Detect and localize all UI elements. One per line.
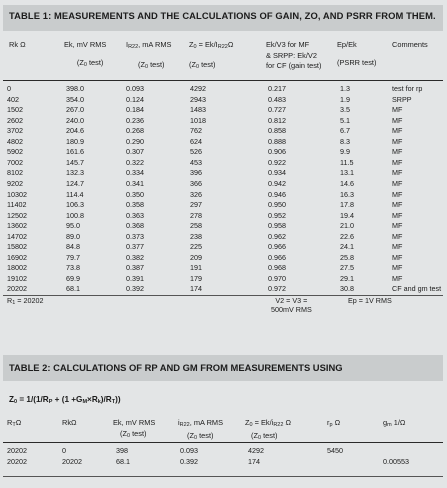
t1-cell-ekv3: 0.946 (268, 189, 286, 199)
t1-cell-ek: 267.0 (66, 105, 84, 115)
t1-cell-epek: 1.3 (340, 84, 350, 93)
t1-cell-ir: 0.392 (126, 284, 144, 294)
t1-cell-ek: 124.7 (66, 178, 84, 188)
t1-cell-rk: 14702 (7, 231, 27, 241)
t1-cell-rk: 7002 (7, 157, 23, 167)
t2-header-rk: RkΩ (62, 418, 77, 427)
t1-cell-epek: 13.1 (340, 168, 354, 178)
t1-cell-ir: 0.334 (126, 168, 144, 178)
t1-cell-comment: MF (392, 126, 403, 136)
t2-cell-z0: 4292 (248, 446, 264, 455)
t1-cell-rk: 402 (7, 94, 19, 104)
t1-cell-comment: MF (392, 147, 403, 157)
t1-cell-rk: 18002 (7, 263, 27, 273)
t1-cell-ir: 0.368 (126, 221, 144, 231)
t1-cell-epek: 6.7 (340, 126, 350, 136)
t1-cell-ir: 0.236 (126, 115, 144, 125)
t1-cell-ekv3: 0.972 (268, 284, 286, 294)
t2-cell-ek: 398 (116, 446, 128, 455)
t1-cell-ek: 106.3 (66, 200, 84, 210)
t1-cell-comment: test for rp (392, 84, 423, 93)
t1-cell-epek: 30.8 (340, 284, 354, 294)
t1-cell-ek: 180.9 (66, 136, 84, 146)
t1-cell-rk: 11402 (7, 200, 27, 210)
t1-cell-epek: 24.1 (340, 242, 354, 252)
t1-cell-epek: 3.5 (340, 105, 350, 115)
t1-cell-ekv3: 0.966 (268, 242, 286, 252)
t1-cell-comment: SRPP (392, 94, 412, 104)
t1-cell-z0: 278 (190, 210, 202, 220)
t1-cell-epek: 21.0 (340, 221, 354, 231)
t1-header-rule (3, 80, 443, 81)
t1-footer-ep: Ep = 1V RMS (348, 296, 392, 305)
t1-cell-ekv3: 0.934 (268, 168, 286, 178)
t1-cell-ek: 69.9 (66, 273, 80, 283)
t1-cell-comment: MF (392, 105, 403, 115)
t1-cell-ir: 0.350 (126, 189, 144, 199)
t1-header-ekv3: Ek/V3 for MF & SRPP: Ek/V2 for CF (gain test) (266, 40, 322, 70)
t2-cell-ir: 0.392 (180, 456, 198, 466)
t1-cell-epek: 27.5 (340, 263, 354, 273)
t1-cell-comment: MF (392, 242, 403, 252)
t1-cell-ek: 79.7 (66, 252, 80, 262)
t1-cell-comment: MF (392, 252, 403, 262)
t1-cell-ek: 73.8 (66, 263, 80, 273)
t1-cell-ekv3: 0.942 (268, 178, 286, 188)
t1-cell-ir: 0.358 (126, 200, 144, 210)
t1-cell-ekv3: 0.958 (268, 221, 286, 231)
t1-cell-z0: 1483 (190, 105, 206, 115)
t1-cell-ekv3: 0.962 (268, 231, 286, 241)
t1-cell-ir: 0.124 (126, 94, 144, 104)
t2-cell-rp: 5450 (327, 446, 343, 455)
t2-cell-ir: 0.093 (180, 446, 198, 455)
t1-cell-z0: 2943 (190, 94, 206, 104)
t1-cell-ir: 0.382 (126, 252, 144, 262)
t1-cell-epek: 1.9 (340, 94, 350, 104)
t2-equation: $Z_0 = 1/(1/R_P + (1 +G_M\times R_k)/R_T)$) (9, 395, 121, 405)
t1-cell-ek: 204.6 (66, 126, 84, 136)
t1-cell-comment: MF (392, 115, 403, 125)
t1-cell-ek: 398.0 (66, 84, 84, 93)
t1-cell-comment: MF (392, 221, 403, 231)
t1-footer-r1: $R_1 = 20202$ (7, 296, 44, 306)
t1-cell-ekv3: 0.858 (268, 126, 286, 136)
t1-cell-comment: MF (392, 210, 403, 220)
t1-cell-z0: 4292 (190, 84, 206, 93)
t1-cell-z0: 1018 (190, 115, 206, 125)
t1-cell-ir: 0.268 (126, 126, 144, 136)
t1-cell-ir: 0.322 (126, 157, 144, 167)
table1-title: TABLE 1: MEASUREMENTS AND THE CALCULATIONS OF GAIN, ZO, AND PSRR FROM THEM. (3, 5, 443, 31)
t1-cell-z0: 258 (190, 221, 202, 231)
t1-cell-ir: 0.307 (126, 147, 144, 157)
t1-header-comments: Comments (392, 40, 428, 49)
t1-header-ek: Ek, mV RMS ($Z_0$ test) (64, 40, 107, 68)
t1-cell-ek: 240.0 (66, 115, 84, 125)
t1-cell-z0: 191 (190, 263, 202, 273)
t1-cell-ek: 161.6 (66, 147, 84, 157)
t1-cell-ir: 0.184 (126, 105, 144, 115)
t1-cell-comment: MF (392, 200, 403, 210)
t1-cell-comment: MF (392, 263, 403, 273)
t1-cell-ekv3: 0.968 (268, 263, 286, 273)
t1-cell-ekv3: 0.483 (268, 94, 286, 104)
t2-cell-r1: 20202 (7, 446, 27, 455)
t1-header-ir: $I_{R22}$, mA RMS ($Z_0$ test) (126, 40, 172, 70)
t1-cell-ekv3: 0.727 (268, 105, 286, 115)
t1-cell-rk: 16902 (7, 252, 27, 262)
t1-cell-z0: 624 (190, 136, 202, 146)
t1-cell-epek: 19.4 (340, 210, 354, 220)
t2-cell-ek: 68.1 (116, 456, 130, 466)
t1-cell-ir: 0.341 (126, 178, 144, 188)
t1-cell-epek: 11.5 (340, 157, 354, 167)
t1-header-epek: Ep/Ek (PSRR test) (337, 40, 377, 67)
t1-cell-epek: 29.1 (340, 273, 354, 283)
t1-cell-ir: 0.387 (126, 263, 144, 273)
t1-cell-ek: 89.0 (66, 231, 80, 241)
t2-header-r1: $R_T\Omega$ (7, 418, 22, 428)
t1-cell-rk: 1502 (7, 105, 23, 115)
t1-cell-z0: 225 (190, 242, 202, 252)
t1-cell-comment: MF (392, 168, 403, 178)
t2-header-rp: $r_p$ Ω (327, 418, 341, 428)
t1-cell-z0: 526 (190, 147, 202, 157)
t1-cell-rk: 8102 (7, 168, 23, 178)
t1-cell-ekv3: 0.952 (268, 210, 286, 220)
t1-cell-ir: 0.391 (126, 273, 144, 283)
t2-header-gm: $g_m$ 1/Ω (383, 418, 406, 428)
t1-cell-ek: 68.1 (66, 284, 80, 294)
t2-cell-rk: 20202 (62, 456, 82, 466)
t1-cell-ekv3: 0.950 (268, 200, 286, 210)
t1-cell-comment: MF (392, 157, 403, 167)
t1-cell-z0: 209 (190, 252, 202, 262)
t1-cell-ek: 354.0 (66, 94, 84, 104)
t1-cell-ekv3: 0.812 (268, 115, 286, 125)
t1-cell-ek: 145.7 (66, 157, 84, 167)
t1-cell-comment: MF (392, 136, 403, 146)
t2-cell-gm: 0.00553 (383, 456, 409, 466)
t1-cell-ekv3: 0.906 (268, 147, 286, 157)
t1-cell-epek: 14.6 (340, 178, 354, 188)
t1-cell-ir: 0.363 (126, 210, 144, 220)
t1-cell-epek: 8.3 (340, 136, 350, 146)
t1-header-z0: $Z_0 = Ek/I_{R22}\Omega$ ($Z_0$ test) (189, 40, 234, 70)
t1-cell-ekv3: 0.970 (268, 273, 286, 283)
t1-cell-rk: 9202 (7, 178, 23, 188)
t1-cell-ekv3: 0.922 (268, 157, 286, 167)
t1-cell-comment: CF and gm test (392, 284, 442, 294)
t2-cell-z0: 174 (248, 456, 260, 466)
t1-cell-rk: 10302 (7, 189, 27, 199)
t1-cell-comment: MF (392, 189, 403, 199)
t1-cell-z0: 179 (190, 273, 202, 283)
t2-header-rule (3, 442, 443, 443)
t1-cell-epek: 25.8 (340, 252, 354, 262)
t1-cell-comment: MF (392, 273, 403, 283)
t1-header-rk: Rk Ω (9, 40, 26, 49)
t1-cell-rk: 2602 (7, 115, 23, 125)
t1-cell-z0: 174 (190, 284, 202, 294)
t1-cell-epek: 9.9 (340, 147, 350, 157)
t1-cell-ekv3: 0.888 (268, 136, 286, 146)
t1-footer-v2v3: V2 = V3 = 500mV RMS (271, 296, 312, 314)
t1-cell-z0: 297 (190, 200, 202, 210)
table2-title: TABLE 2: CALCULATIONS OF RP AND GM FROM MEASUREMENTS USING (3, 355, 443, 381)
t1-cell-ir: 0.290 (126, 136, 144, 146)
t1-cell-ekv3: 0.966 (268, 252, 286, 262)
t2-bottom-rule (3, 476, 443, 477)
t1-cell-ir: 0.377 (126, 242, 144, 252)
t1-cell-comment: MF (392, 178, 403, 188)
t1-cell-epek: 22.6 (340, 231, 354, 241)
t1-cell-ek: 84.8 (66, 242, 80, 252)
t1-cell-rk: 0 (7, 84, 11, 93)
t2-cell-r1: 20202 (7, 456, 27, 466)
t1-cell-ek: 95.0 (66, 221, 80, 231)
t1-cell-comment: MF (392, 231, 403, 241)
t1-cell-epek: 5.1 (340, 115, 350, 125)
t2-header-ir: $i_{R22}$, mA RMS ($Z_0$ test) (178, 418, 224, 441)
t1-cell-ek: 114.4 (66, 189, 84, 199)
t1-cell-ek: 100.8 (66, 210, 84, 220)
t1-cell-ir: 0.093 (126, 84, 144, 93)
t1-cell-rk: 3702 (7, 126, 23, 136)
t2-header-ek: Ek, mV RMS ($Z_0$ test) (113, 418, 156, 439)
t1-cell-rk: 12502 (7, 210, 27, 220)
t1-cell-ek: 132.3 (66, 168, 84, 178)
t1-cell-ekv3: 0.217 (268, 84, 286, 93)
t1-cell-z0: 326 (190, 189, 202, 199)
t1-cell-epek: 16.3 (340, 189, 354, 199)
t1-cell-z0: 396 (190, 168, 202, 178)
t2-header-z0: $Z_0 = Ek/i_{R22}$ Ω ($Z_0$ test) (245, 418, 292, 441)
t1-cell-z0: 453 (190, 157, 202, 167)
t1-cell-rk: 4802 (7, 136, 23, 146)
t1-cell-z0: 762 (190, 126, 202, 136)
t1-cell-epek: 17.8 (340, 200, 354, 210)
t1-cell-rk: 19102 (7, 273, 27, 283)
t1-cell-rk: 15802 (7, 242, 27, 252)
t2-cell-rk: 0 (62, 446, 66, 455)
t1-cell-z0: 366 (190, 178, 202, 188)
t1-cell-z0: 238 (190, 231, 202, 241)
t1-cell-rk: 20202 (7, 284, 27, 294)
t1-cell-ir: 0.373 (126, 231, 144, 241)
t1-cell-rk: 13602 (7, 221, 27, 231)
t1-cell-rk: 5902 (7, 147, 23, 157)
